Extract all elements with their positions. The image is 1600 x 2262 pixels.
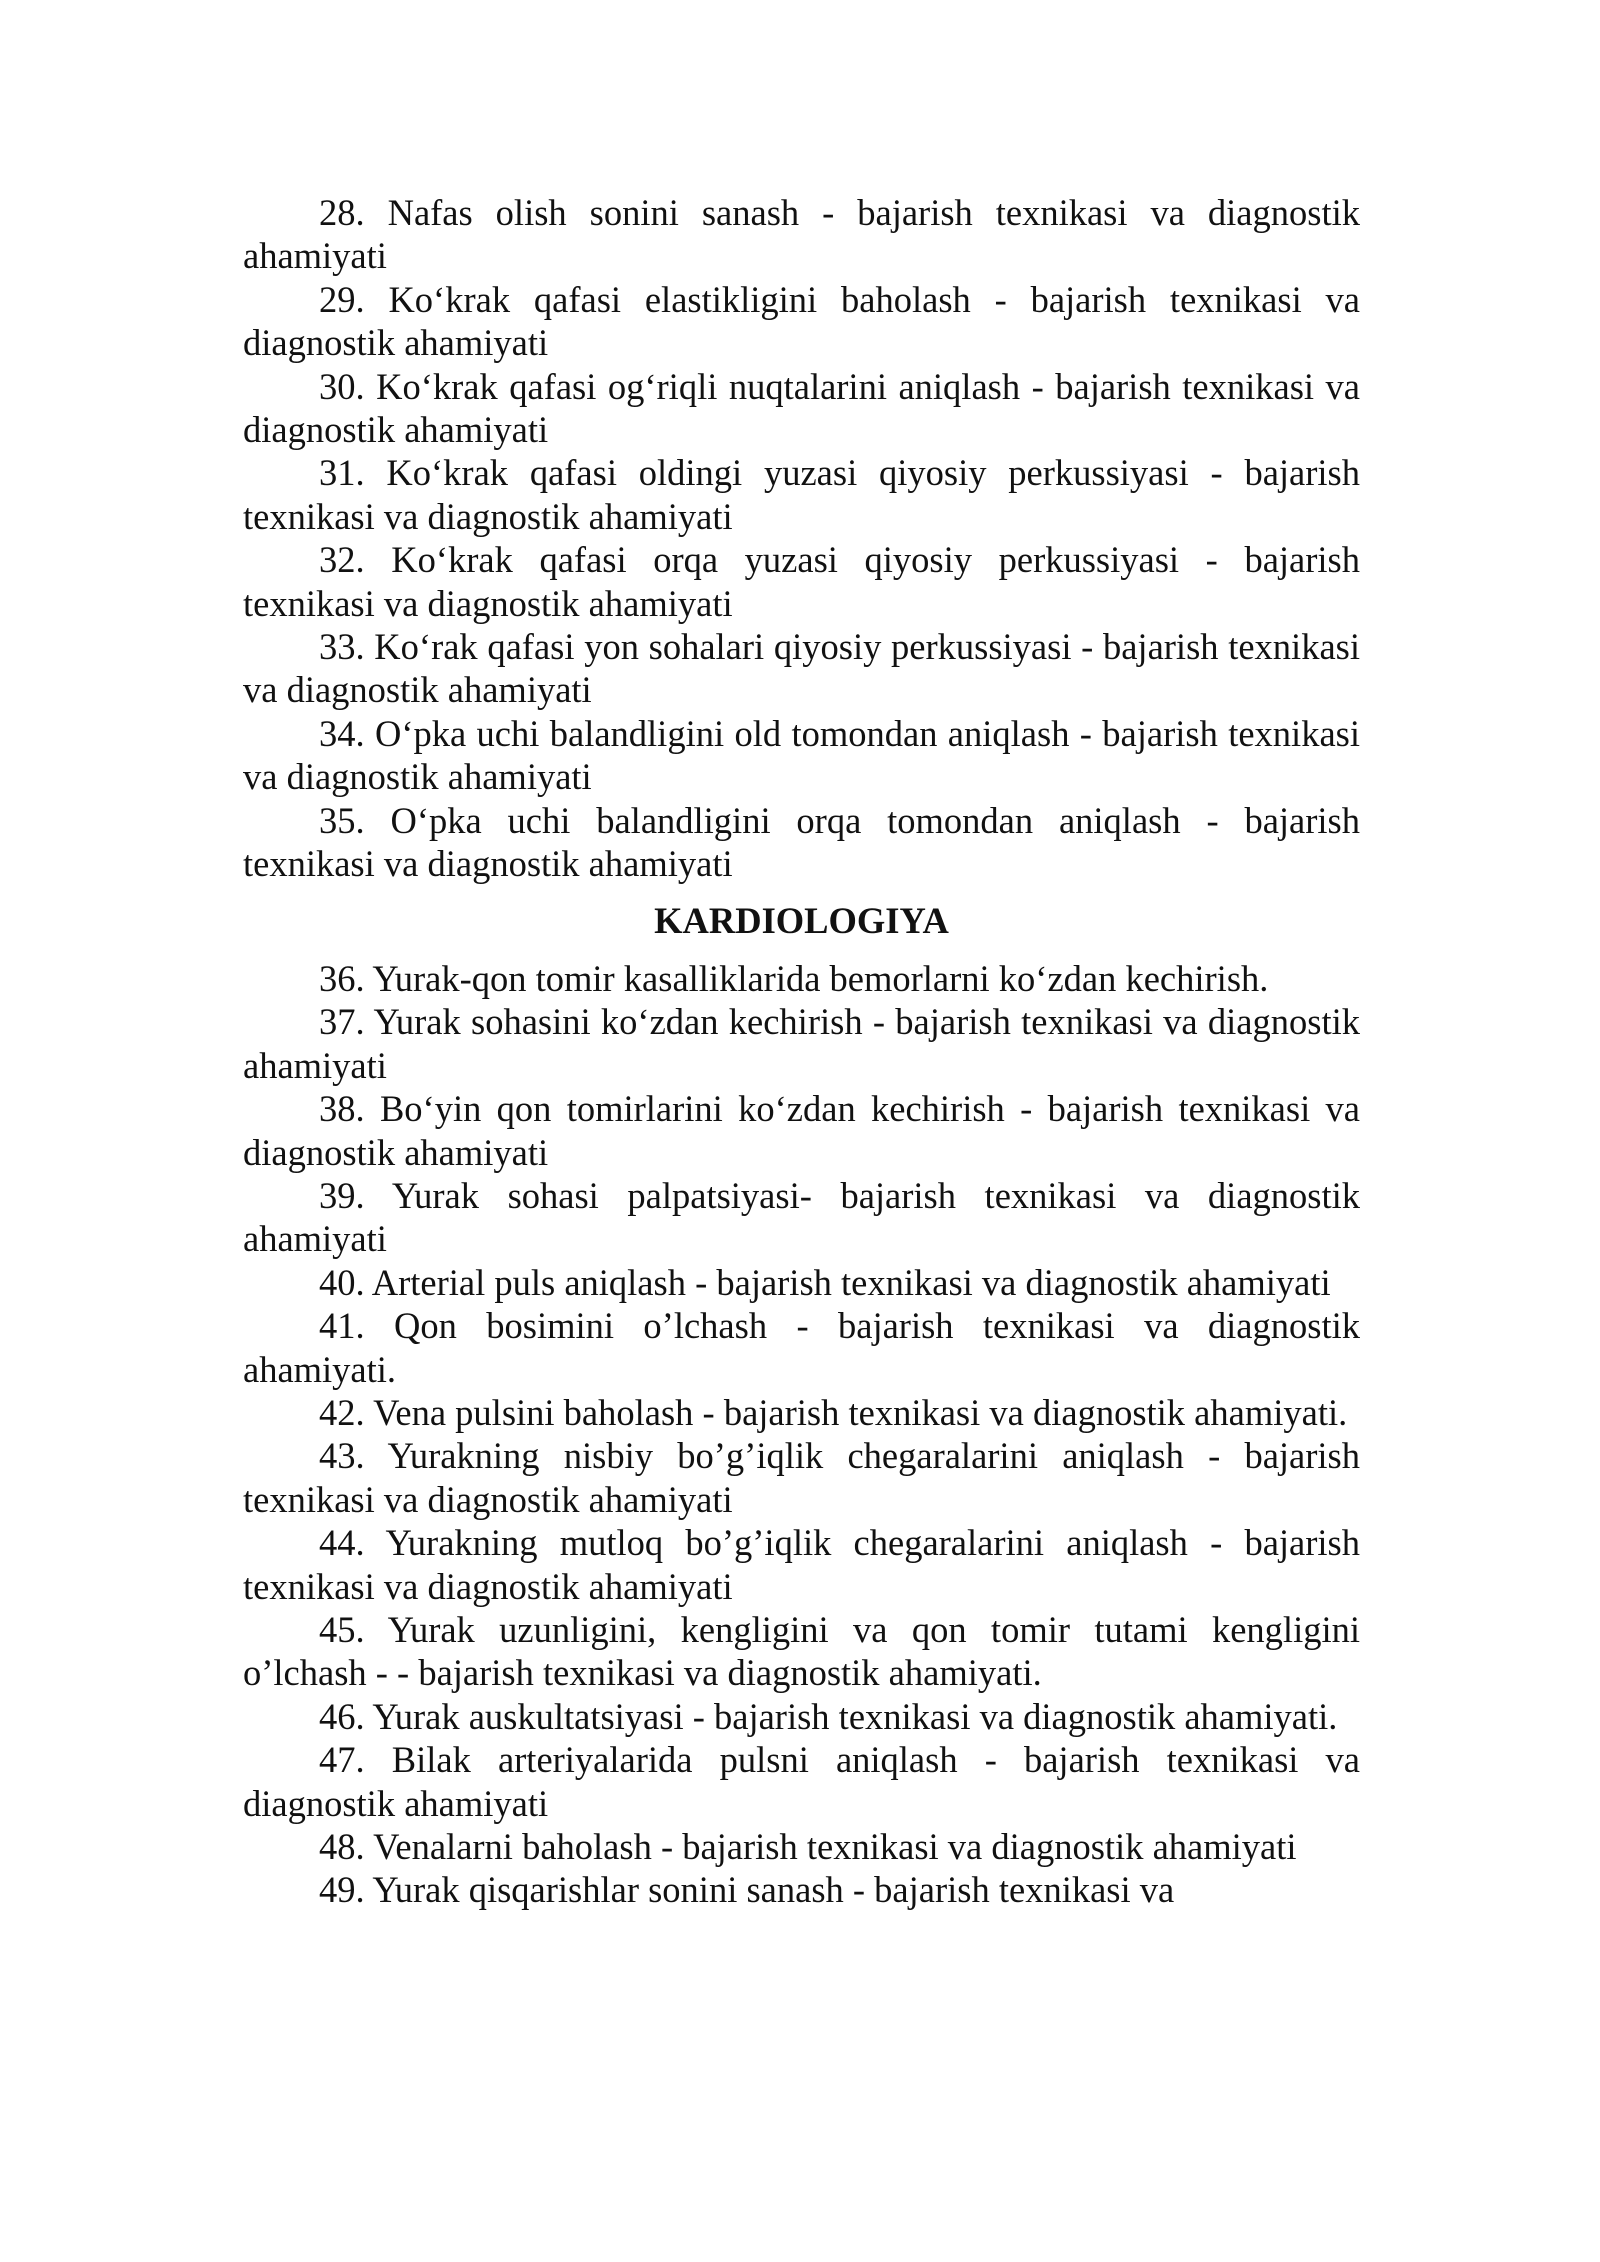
cardiology-list [243,957,1360,1912]
list-item: 30. Ko‘krak qafasi og‘riqli nuqtalarini aniqlash - bajarish texnikasi va diagnostik ahamiyati [243,365,1360,451]
list-item: 33. Ko‘rak qafasi yon sohalari qiyosiy perkussiyasi - bajarish texnikasi va diagnostik ahamiyati [243,626,1360,711]
document-page [243,191,1360,1912]
pulmonology-list [243,191,1360,886]
list-item: 44. Yurakning mutloq bo’g’iqlik chegaralarini aniqlash - bajarish texnikasi va diagnostik ahamiyati [243,1522,1360,1607]
list-item: 31. Ko‘krak qafasi oldingi yuzasi qiyosiy perkussiyasi - bajarish texnikasi va diagnostik ahamiyati [243,452,1360,537]
list-item: 34. O‘pka uchi balandligini old tomondan aniqlash - bajarish texnikasi va diagnostik ahamiyati [243,712,1360,798]
list-item: 32. Ko‘krak qafasi orqa yuzasi qiyosiy perkussiyasi - bajarish texnikasi va diagnostik ahamiyati [243,539,1360,624]
list-item: 29. Ko‘krak qafasi elastikligini baholash - bajarish texnikasi va diagnostik ahamiyati [243,278,1360,364]
list-item: 48. Venalarni baholash - bajarish texnikasi va diagnostik ahamiyati [319,1826,1297,1868]
list-item: 45. Yurak uzunligini, kengligini va qon tomir tutami kengligini o’lchash - - bajarish texnikasi va diagnostik ahamiyati. [243,1609,1360,1694]
list-item: 42. Vena pulsini baholash - bajarish texnikasi va diagnostik ahamiyati. [319,1391,1348,1433]
list-item: 46. Yurak auskultatsiyasi - bajarish texnikasi va diagnostik ahamiyati. [319,1695,1338,1737]
list-item: 47. Bilak arteriyalarida pulsni aniqlash - bajarish texnikasi va diagnostik ahamiyati [243,1739,1360,1824]
list-item: 35. O‘pka uchi balandligini orqa tomondan aniqlash - bajarish texnikasi va diagnostik ahamiyati [243,799,1360,885]
section-heading-kardiologiya: KARDIOLOGIYA [654,899,949,941]
list-item: 40. Arterial puls aniqlash - bajarish texnikasi va diagnostik ahamiyati [319,1261,1331,1303]
list-item: 43. Yurakning nisbiy bo’g’iqlik chegaralarini aniqlash - bajarish texnikasi va diagnostik ahamiyati [243,1435,1360,1520]
list-item: 49. Yurak qisqarishlar sonini sanash - bajarish texnikasi va [319,1869,1175,1911]
list-item: 28. Nafas olish sonini sanash - bajarish texnikasi va diagnostik ahamiyati [243,192,1360,277]
list-item: 39. Yurak sohasi palpatsiyasi- bajarish texnikasi va diagnostik ahamiyati [243,1174,1360,1260]
list-item: 41. Qon bosimini o’lchash - bajarish texnikasi va diagnostik ahamiyati. [243,1305,1360,1390]
list-item: 37. Yurak sohasini ko‘zdan kechirish - bajarish texnikasi va diagnostik ahamiyati [243,1001,1360,1086]
list-item: 38. Bo‘yin qon tomirlarini ko‘zdan kechirish - bajarish texnikasi va diagnostik ahamiyati [243,1088,1360,1173]
list-item: 36. Yurak-qon tomir kasalliklarida bemorlarni ko‘zdan kechirish. [319,957,1269,999]
